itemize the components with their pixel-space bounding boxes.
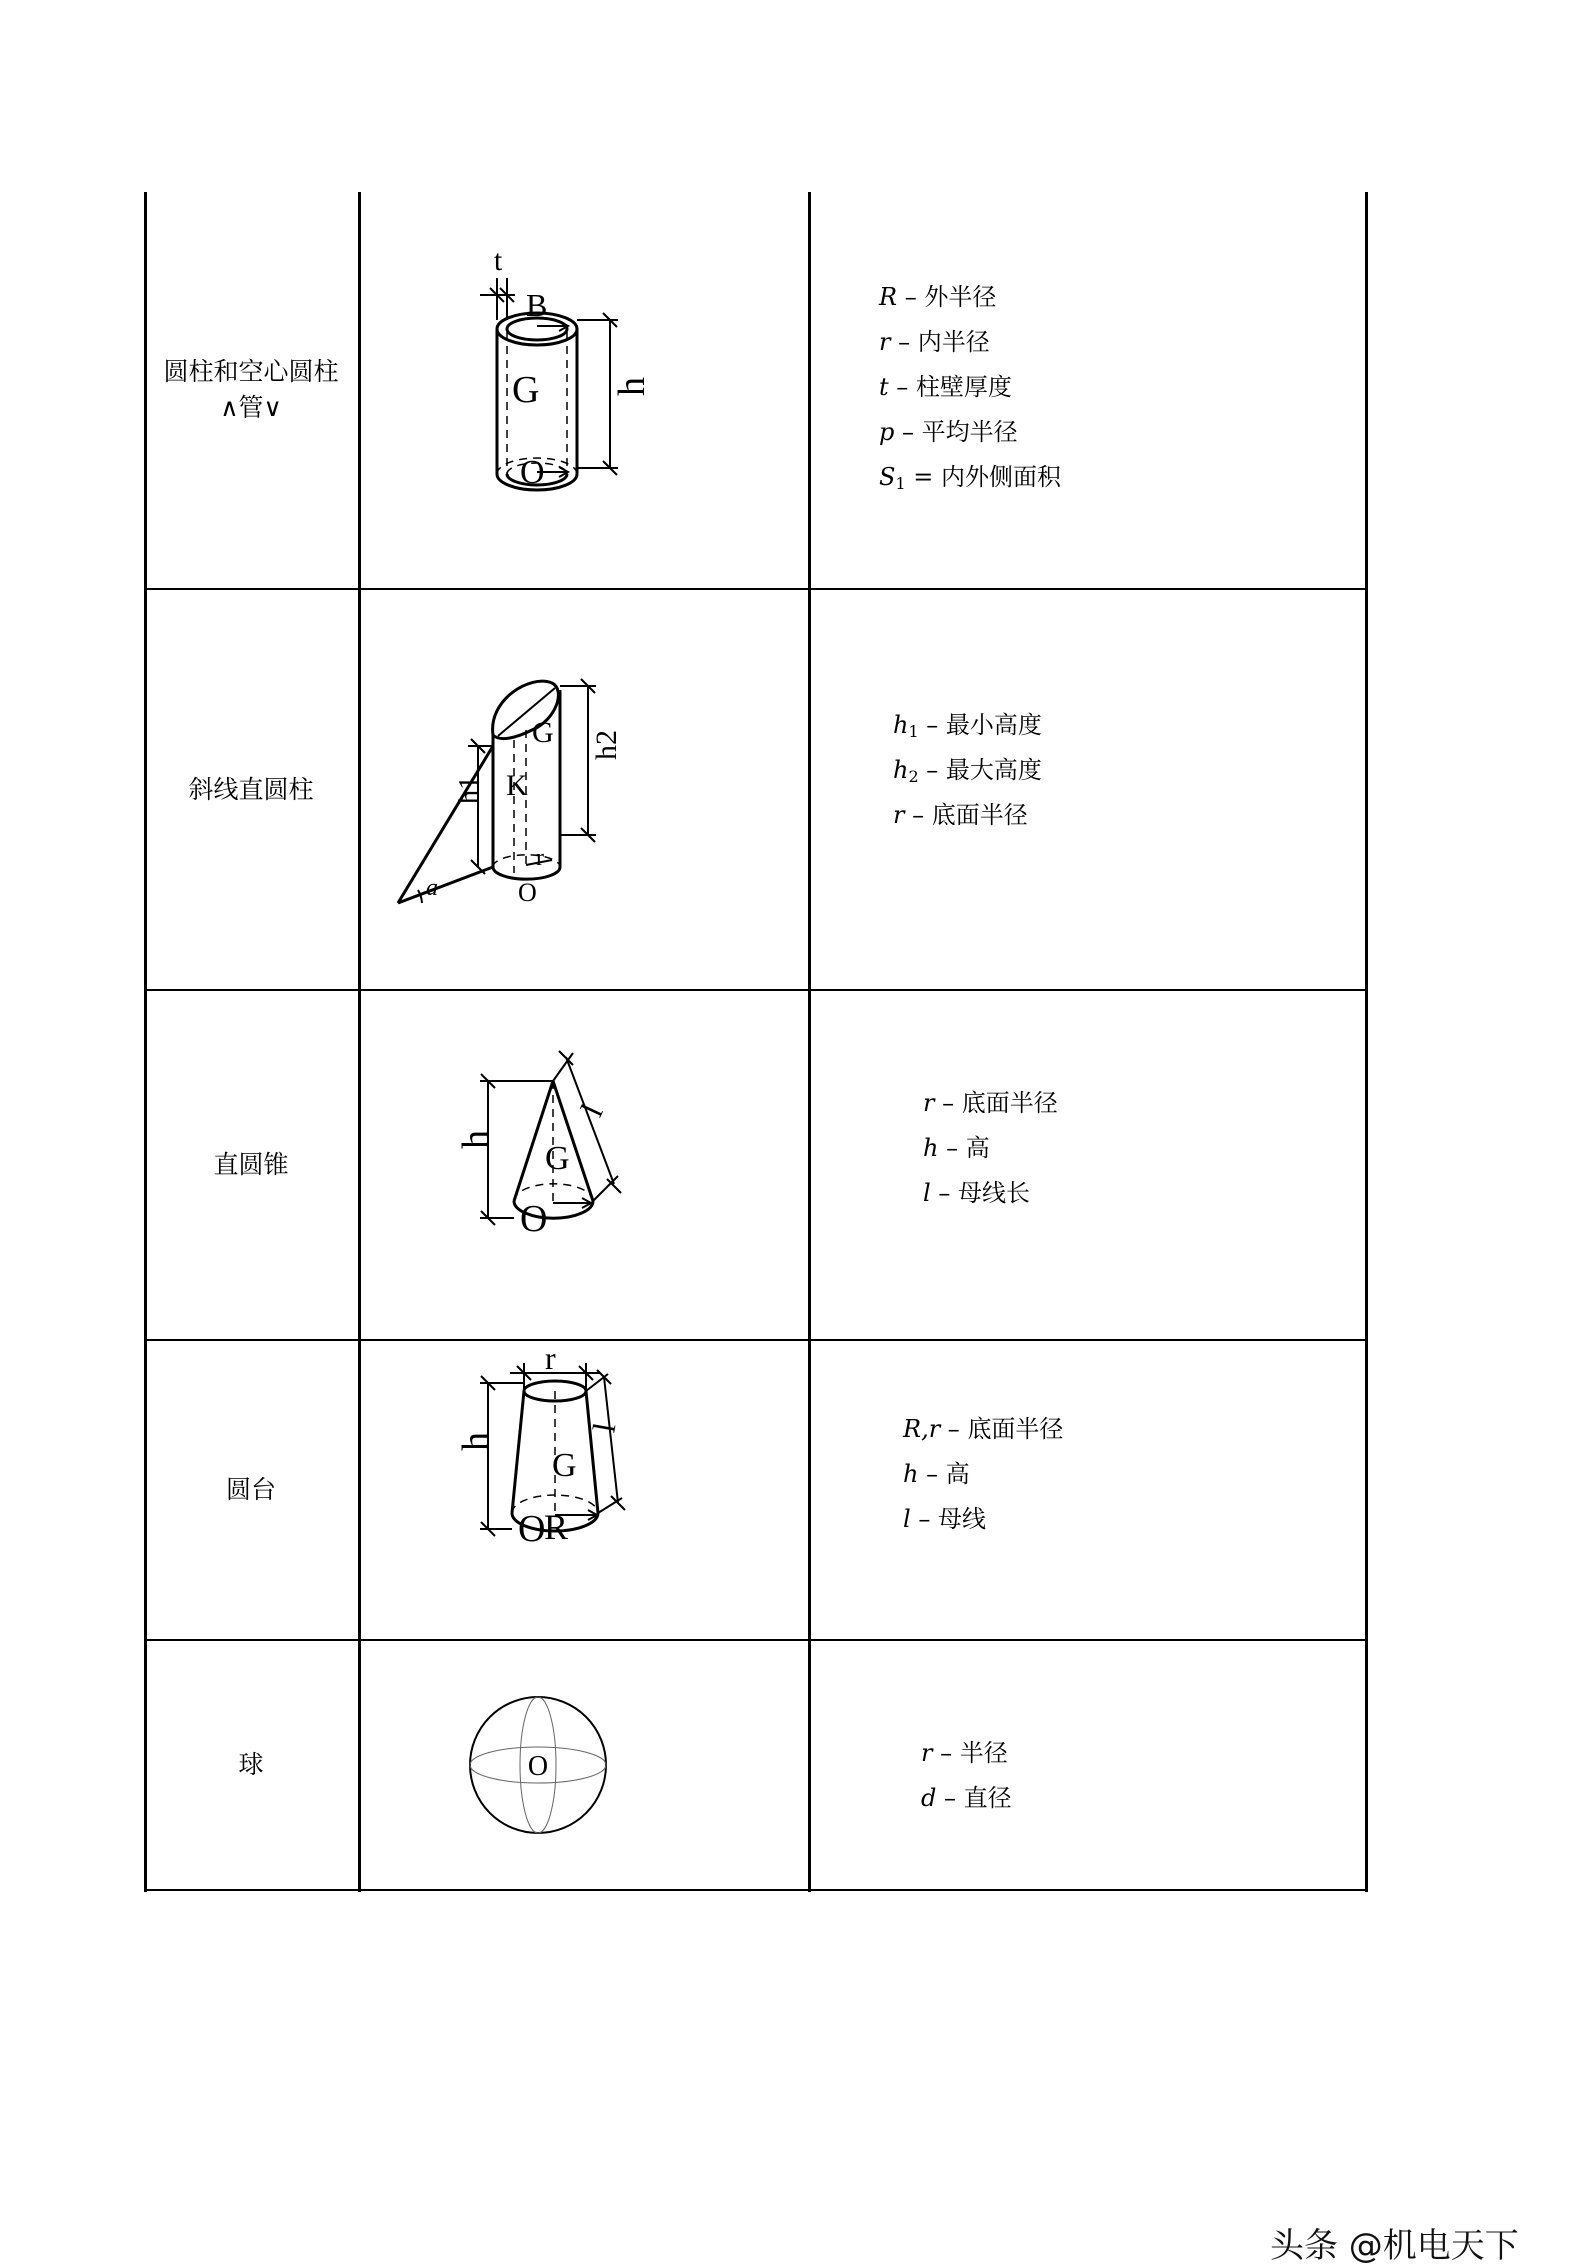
var-separator: – bbox=[918, 756, 946, 784]
label-h2: h2 bbox=[590, 730, 623, 760]
var-subscript: 1 bbox=[895, 474, 906, 493]
variable-line bbox=[903, 1500, 1063, 1545]
var-symbol: l bbox=[923, 1179, 931, 1207]
label-l: l bbox=[573, 1098, 610, 1122]
var-description: 内半径 bbox=[917, 328, 990, 356]
shape-name-line: 球 bbox=[238, 1750, 264, 1779]
var-separator: = bbox=[905, 463, 942, 491]
variable-line bbox=[921, 1779, 1012, 1824]
shape-name-line: ∧管∨ bbox=[220, 393, 282, 422]
shape-name-cone bbox=[144, 1147, 358, 1183]
variables-hollow-cylinder bbox=[879, 278, 1061, 503]
var-symbol: l bbox=[903, 1505, 911, 1533]
table-border-right bbox=[1365, 192, 1368, 1892]
variable-line bbox=[879, 368, 1061, 413]
table-border-bottom bbox=[144, 1889, 1368, 1891]
var-description: 底面半径 bbox=[931, 801, 1028, 829]
shape-name-line: 圆柱和空心圆柱 bbox=[163, 357, 339, 386]
label-B: B bbox=[526, 287, 548, 323]
shape-name-frustum bbox=[144, 1472, 358, 1508]
sphere-drawing bbox=[360, 1641, 810, 1889]
variable-line bbox=[893, 796, 1042, 841]
label-O: O bbox=[520, 1198, 548, 1240]
variable-line bbox=[879, 323, 1061, 368]
variable-line bbox=[903, 1410, 1063, 1455]
label-G: G bbox=[512, 369, 540, 411]
var-description: 底面半径 bbox=[967, 1415, 1064, 1443]
var-description: 高 bbox=[945, 1460, 970, 1488]
var-separator: – bbox=[930, 1179, 958, 1207]
variable-line bbox=[893, 706, 1042, 751]
var-symbol: r bbox=[893, 801, 905, 829]
label-O: O bbox=[518, 1508, 546, 1550]
label-G: G bbox=[545, 1140, 570, 1177]
label-G: G bbox=[532, 716, 554, 749]
figure-hollow-cylinder bbox=[360, 192, 810, 588]
var-description: 外半径 bbox=[924, 283, 997, 311]
label-h: h bbox=[455, 1130, 497, 1149]
shape-name-oblique-cylinder bbox=[144, 772, 358, 808]
var-description: 高 bbox=[965, 1134, 990, 1162]
variable-line bbox=[903, 1455, 1063, 1500]
var-subscript: 1 bbox=[908, 722, 919, 741]
var-separator: – bbox=[940, 1415, 968, 1443]
var-separator: – bbox=[934, 1089, 962, 1117]
label-h: h bbox=[455, 1432, 497, 1451]
label-K: K bbox=[506, 769, 528, 802]
var-description: 最小高度 bbox=[945, 711, 1042, 739]
label-r: r bbox=[545, 1340, 556, 1376]
label-G: G bbox=[552, 1447, 577, 1484]
hollow-cylinder-drawing bbox=[360, 192, 810, 588]
label-r: r bbox=[536, 845, 544, 871]
var-symbol: d bbox=[921, 1784, 937, 1812]
var-description: 平均半径 bbox=[921, 418, 1018, 446]
table-border-left bbox=[144, 192, 147, 1892]
var-symbol: h bbox=[893, 756, 909, 784]
label-h1: h1 bbox=[454, 776, 485, 804]
var-description: 母线长 bbox=[957, 1179, 1030, 1207]
var-symbol: R bbox=[879, 283, 898, 311]
variable-line bbox=[893, 751, 1042, 796]
var-symbol: h bbox=[893, 711, 909, 739]
var-description: 母线 bbox=[937, 1505, 986, 1533]
var-separator: – bbox=[888, 373, 916, 401]
label-l: l bbox=[585, 1419, 623, 1435]
figure-cone bbox=[360, 991, 810, 1339]
shape-name-line: 斜线直圆柱 bbox=[188, 775, 314, 804]
geometry-table bbox=[144, 192, 1368, 1892]
var-separator: – bbox=[918, 1460, 946, 1488]
var-symbol: t bbox=[879, 373, 889, 401]
shape-name-sphere bbox=[144, 1747, 358, 1783]
var-separator: – bbox=[897, 283, 925, 311]
var-separator: – bbox=[932, 1739, 960, 1767]
var-symbol: h bbox=[923, 1134, 939, 1162]
var-description: 柱壁厚度 bbox=[915, 373, 1012, 401]
variables-oblique-cylinder bbox=[893, 706, 1042, 841]
label-O: O bbox=[518, 878, 537, 907]
label-h: h bbox=[611, 377, 653, 396]
variable-line bbox=[923, 1174, 1058, 1219]
label-O: O bbox=[527, 1751, 549, 1782]
figure-oblique-cylinder bbox=[360, 590, 810, 989]
variable-line bbox=[923, 1129, 1058, 1174]
variable-line bbox=[879, 278, 1061, 323]
figure-sphere bbox=[360, 1641, 810, 1889]
var-symbol: h bbox=[903, 1460, 919, 1488]
var-description: 底面半径 bbox=[961, 1089, 1058, 1117]
var-separator: – bbox=[938, 1134, 966, 1162]
var-description: 内外侧面积 bbox=[941, 463, 1062, 491]
var-symbol: r bbox=[879, 328, 891, 356]
watermark-text: 头条 @机电天下 bbox=[1270, 2226, 1519, 2266]
var-separator: – bbox=[890, 328, 918, 356]
label-t: t bbox=[493, 244, 503, 277]
var-symbol: R,r bbox=[903, 1415, 941, 1443]
variables-cone bbox=[923, 1084, 1058, 1219]
figure-frustum bbox=[360, 1341, 810, 1639]
variable-line bbox=[921, 1734, 1012, 1779]
var-separator: – bbox=[910, 1505, 938, 1533]
var-symbol: p bbox=[879, 418, 895, 446]
var-description: 直径 bbox=[963, 1784, 1012, 1812]
var-description: 半径 bbox=[959, 1739, 1008, 1767]
shape-name-line: 直圆锥 bbox=[213, 1150, 289, 1179]
var-symbol: S bbox=[879, 463, 896, 491]
oblique-cylinder-drawing bbox=[360, 590, 810, 989]
frustum-drawing bbox=[360, 1341, 810, 1639]
label-O: O bbox=[520, 454, 545, 491]
label-a: a bbox=[426, 875, 438, 901]
var-separator: – bbox=[918, 711, 946, 739]
var-symbol: r bbox=[921, 1739, 933, 1767]
label-R: R bbox=[544, 1507, 569, 1547]
var-separator: – bbox=[904, 801, 932, 829]
var-separator: – bbox=[894, 418, 922, 446]
shape-name-line: 圆台 bbox=[225, 1475, 276, 1504]
variables-frustum bbox=[903, 1410, 1063, 1545]
variable-line bbox=[879, 458, 1061, 503]
var-separator: – bbox=[936, 1784, 964, 1812]
var-subscript: 2 bbox=[908, 767, 919, 786]
variable-line bbox=[923, 1084, 1058, 1129]
var-symbol: r bbox=[923, 1089, 935, 1117]
variables-sphere bbox=[921, 1734, 1012, 1824]
var-description: 最大高度 bbox=[945, 756, 1042, 784]
shape-name-hollow-cylinder bbox=[144, 354, 358, 426]
cone-drawing bbox=[360, 991, 810, 1339]
variable-line bbox=[879, 413, 1061, 458]
